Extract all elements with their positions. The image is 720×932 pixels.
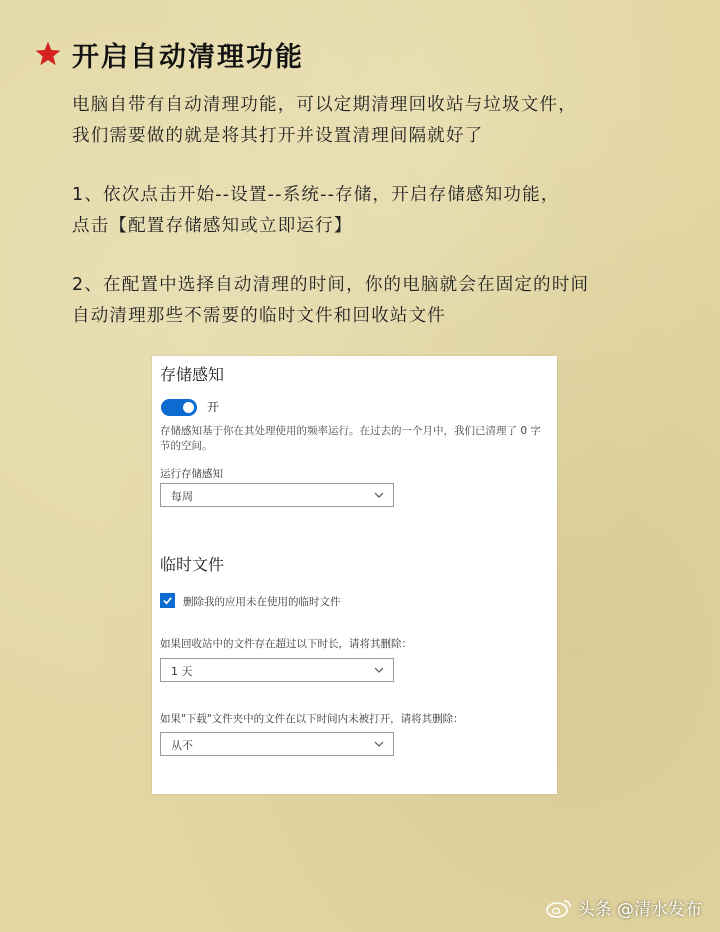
watermark xyxy=(546,895,702,920)
step-1-paragraph xyxy=(72,180,560,242)
intro-paragraph xyxy=(72,90,577,152)
downloads-duration-select[interactable] xyxy=(160,732,394,756)
storage-sense-title: 存储感知 xyxy=(160,365,225,384)
storage-sense-toggle[interactable] xyxy=(161,399,197,416)
step-1-line: 1、依次点击开始--设置--系统--存储，开启存储感知功能， xyxy=(72,185,560,205)
downloads-label: 如果"下载"文件夹中的文件在以下时间内未被打开，请将其删除： xyxy=(160,713,464,725)
run-storage-sense-label: 运行存储感知 xyxy=(160,468,223,480)
chevron-down-icon xyxy=(373,489,385,501)
toggle-knob xyxy=(183,402,194,413)
step-2-line: 自动清理那些不需要的临时文件和回收站文件 xyxy=(72,306,446,326)
toggle-state-label: 开 xyxy=(207,400,220,414)
temp-files-title: 临时文件 xyxy=(160,555,225,574)
heading-title: 开启自动清理功能 xyxy=(72,41,304,73)
checkmark-icon xyxy=(162,595,173,606)
downloads-duration-value: 从不 xyxy=(171,739,193,752)
storage-sense-settings-panel xyxy=(152,356,557,794)
run-frequency-value: 每周 xyxy=(171,490,193,503)
recycle-bin-label: 如果回收站中的文件存在超过以下时长，请将其删除： xyxy=(160,638,412,650)
delete-temp-files-label: 删除我的应用未在使用的临时文件 xyxy=(183,596,341,608)
chevron-down-icon xyxy=(373,664,385,676)
step-2-line: 2、在配置中选择自动清理的时间，你的电脑就会在固定的时间 xyxy=(72,275,590,295)
step-2-paragraph xyxy=(72,270,589,332)
intro-line: 电脑自带有自动清理功能，可以定期清理回收站与垃圾文件， xyxy=(72,95,577,115)
delete-temp-files-checkbox[interactable] xyxy=(160,593,175,608)
chevron-down-icon xyxy=(373,738,385,750)
recycle-bin-duration-select[interactable] xyxy=(160,658,394,682)
storage-sense-description: 存储感知基于你在其处理使用的频率运行。在过去的一个月中，我们已清理了 0 字节的空间。 xyxy=(160,425,541,452)
intro-line: 我们需要做的就是将其打开并设置清理间隔就好了 xyxy=(72,126,484,146)
watermark-text: 头条 @清水发布 xyxy=(577,900,702,920)
run-frequency-select[interactable] xyxy=(160,483,394,507)
step-1-line: 点击【配置存储感知或立即运行】 xyxy=(72,216,353,236)
section-heading xyxy=(34,34,304,74)
weibo-logo-icon xyxy=(546,898,572,918)
star-icon xyxy=(34,40,62,68)
recycle-bin-duration-value: 1 天 xyxy=(171,665,193,678)
